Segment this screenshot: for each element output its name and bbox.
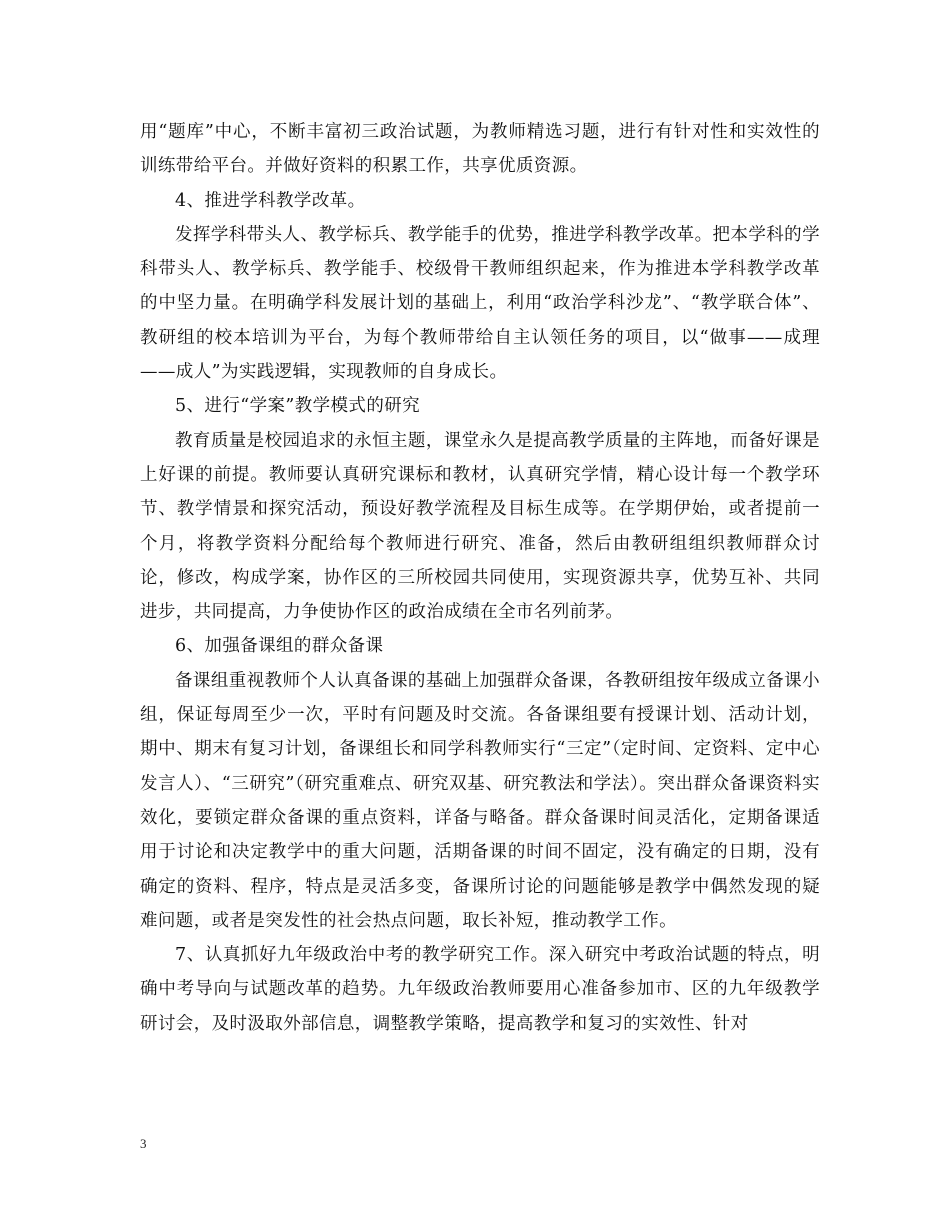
heading-item-4: 4、推进学科教学改革。 [175, 190, 366, 211]
heading-item-6: 6、加强备课组的群众备课 [175, 636, 384, 657]
paragraph-item-6: 备课组重视教师个人认真备课的基础上加强群众备课，各教研组按年级成立备课小组，保证每周至少一次，平时有问题及时交流。各备课组要有授课计划、活动计划，期中、期末有复习计划，备课组长和同学科教师实行“三定”（定时间、定资料、定中心发言人）、“三研究”（研究重难点、研究双基、研究教法和学法）。突出群众备课资料实效化，要锁定群众备课的重点资料，详备与略备。群众备课时间灵活化，定期备课适用于讨论和决定教学中的重大问题，活期备课的时间不固定，没有确定的日期，没有确定的资料、程序，特点是灵活多变，备课所讨论的问题能够是教学中偶然发现的疑难问题，或者是突发性的社会热点问题，取长补短，推动教学工作。 [140, 670, 820, 931]
paragraph-item-7: 7、认真抓好九年级政治中考的教学研究工作。深入研究中考政治试题的特点，明确中考导向与试题改革的趋势。九年级政治教师要用心准备参加市、区的九年级教学研讨会，及时汲取外部信息，调整教学策略，提高教学和复习的实效性、针对 [140, 945, 820, 1034]
paragraph-item-5: 教育质量是校园追求的永恒主题，课堂永久是提高教学质量的主阵地，而备好课是上好课的前提。教师要认真研究课标和教材，认真研究学情，精心设计每一个教学环节、教学情景和探究活动，预设好教学流程及目标生成等。在学期伊始，或者提前一个月，将教学资料分配给每个教师进行研究、准备，然后由教研组组织教师群众讨论，修改，构成学案，协作区的三所校园共同使用，实现资源共享，优势互补、共同进步，共同提高，力争使协作区的政治成绩在全市名列前茅。 [140, 430, 820, 623]
document-body [140, 115, 820, 1041]
paragraph-item-4: 发挥学科带头人、教学标兵、教学能手的优势，推进学科教学改革。把本学科的学科带头人、教学标兵、教学能手、校级骨干教师组织起来，作为推进本学科教学改革的中坚力量。在明确学科发展计划的基础上，利用“政治学科沙龙”、“教学联合体”、教研组的校本培训为平台，为每个教师带给自主认领任务的项目，以“做事——成理——成人”为实践逻辑，实现教师的自身成长。 [140, 224, 820, 383]
paragraph-continuation: 用“题库”中心，不断丰富初三政治试题，为教师精选习题，进行有针对性和实效性的训练带给平台。并做好资料的积累工作，共享优质资源。 [140, 122, 820, 177]
heading-item-5: 5、进行“学案”教学模式的研究 [175, 396, 421, 417]
page-number: 3 [140, 1136, 147, 1151]
